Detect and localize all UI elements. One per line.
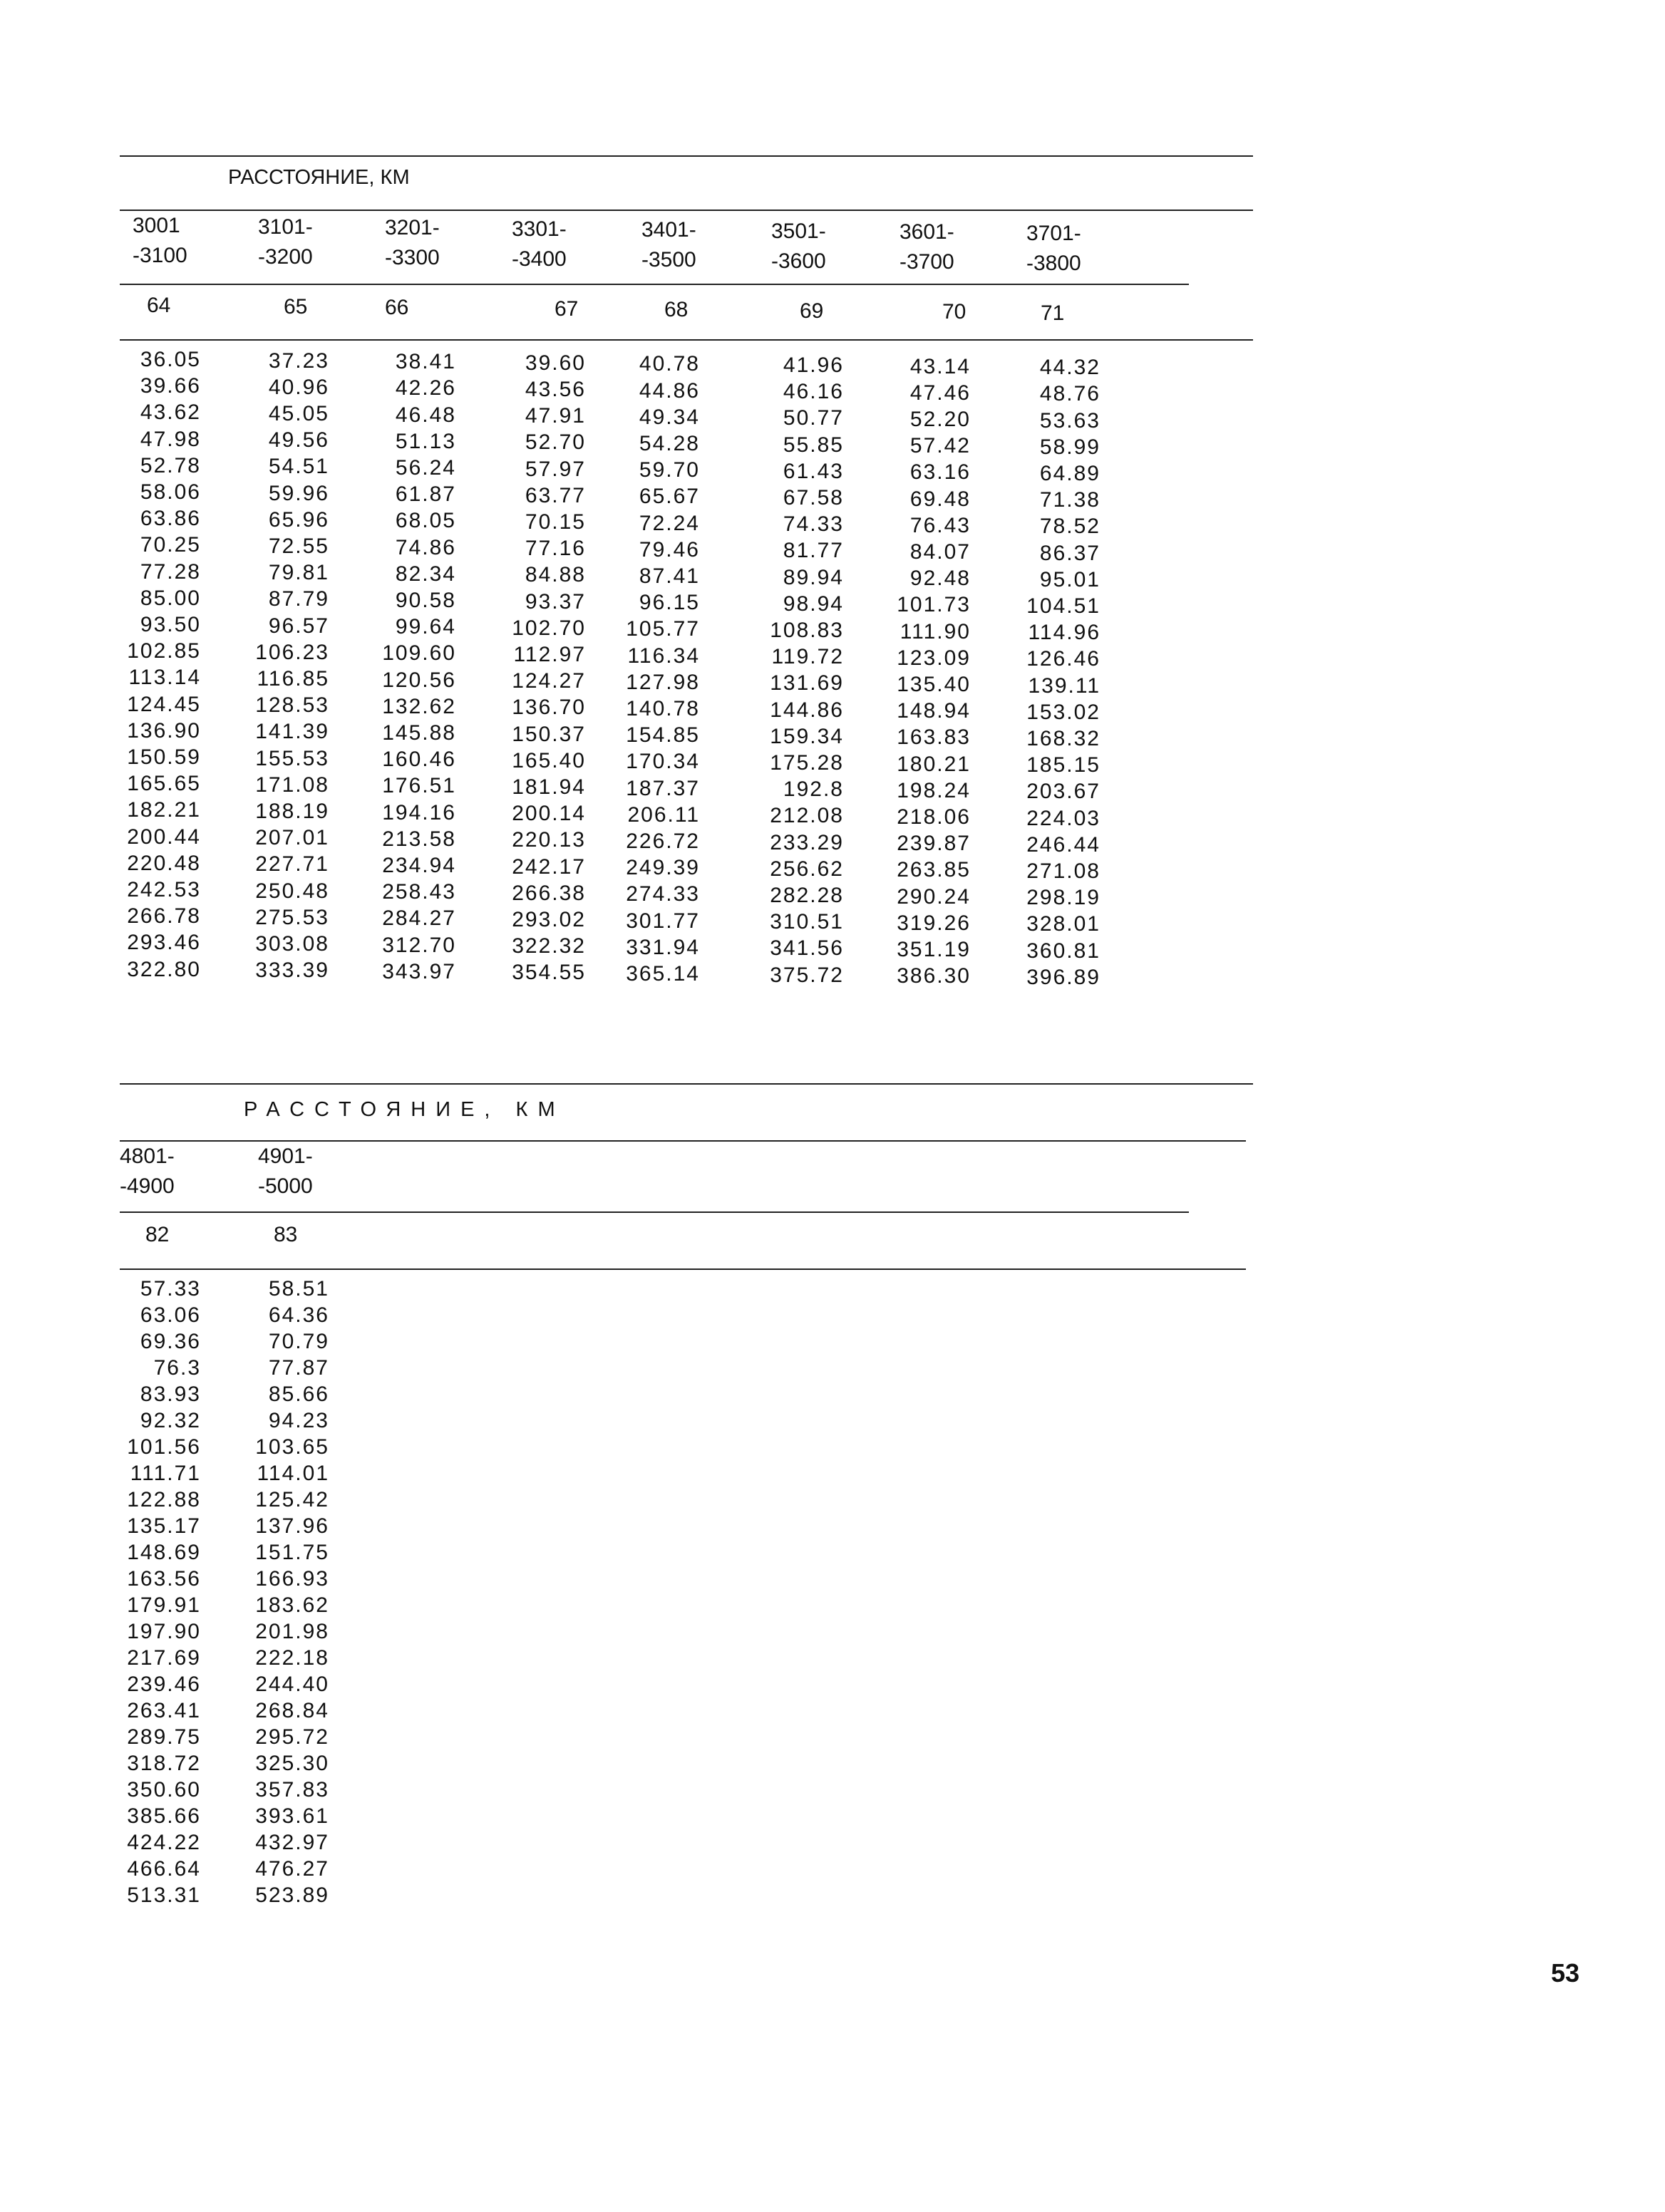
table-cell: 523.89 (255, 1883, 329, 1907)
table-cell: 432.97 (255, 1831, 329, 1854)
table-cell: 54.51 (268, 455, 329, 479)
table-cell: 109.60 (382, 641, 456, 666)
table-cell: 207.01 (255, 826, 329, 850)
table-cell: 37.23 (268, 348, 329, 373)
table-cell: 70.25 (140, 533, 201, 557)
table-cell: 70.15 (525, 510, 586, 534)
table-cell: 136.70 (512, 696, 586, 720)
table-cell: 137.96 (255, 1514, 329, 1538)
table-cell: 354.55 (512, 961, 586, 985)
table-cell: 120.56 (382, 668, 456, 692)
table-cell: 92.32 (140, 1409, 201, 1432)
table-cell: 318.72 (127, 1752, 201, 1775)
table-cell: 310.51 (770, 910, 844, 934)
table-cell: 226.72 (626, 830, 700, 853)
table-cell: 154.85 (626, 723, 700, 748)
table-cell: 293.02 (512, 908, 586, 931)
table-cell: 44.86 (639, 378, 700, 403)
page-number: 53 (1551, 1958, 1580, 1988)
table-cell: 201.98 (255, 1620, 329, 1643)
table-cell: 163.83 (897, 725, 971, 750)
table1-num-rule (120, 339, 1253, 341)
table-cell: 77.28 (140, 559, 201, 584)
table-cell: 108.83 (770, 619, 844, 642)
table-cell: 200.44 (127, 825, 201, 849)
table-cell: 145.88 (382, 721, 456, 745)
table-cell: 63.06 (140, 1303, 201, 1327)
table-cell: 268.84 (255, 1699, 329, 1722)
table-cell: 40.78 (639, 352, 700, 376)
table-cell: 301.77 (626, 909, 700, 933)
table-cell: 63.16 (909, 460, 971, 485)
table-cell: 102.70 (512, 616, 586, 640)
table-cell: 83.93 (140, 1382, 201, 1406)
table-cell: 47.46 (909, 381, 971, 405)
table-cell: 85.00 (140, 586, 201, 610)
table-cell: 87.41 (639, 564, 700, 588)
table-cell: 44.32 (1039, 356, 1100, 380)
table-cell: 150.59 (127, 745, 201, 769)
table-cell: 87.79 (268, 587, 329, 611)
table-cell: 113.14 (128, 666, 201, 690)
table-cell: 466.64 (127, 1857, 201, 1881)
table-cell: 65.67 (639, 485, 700, 509)
table-cell: 131.69 (770, 671, 844, 696)
range-line: -3400 (512, 247, 567, 271)
table-cell: 58.99 (1039, 435, 1100, 459)
table-cell: 233.29 (770, 830, 844, 854)
table-cell: 39.66 (140, 374, 201, 398)
range-line: 3001 (133, 214, 180, 237)
range-line: 3101- (258, 215, 313, 239)
table-cell: 139.11 (1028, 673, 1100, 698)
table-cell: 105.77 (626, 617, 700, 641)
table-cell: 218.06 (897, 805, 971, 829)
table-cell: 244.40 (255, 1673, 329, 1696)
table1-range-rule (120, 284, 1189, 285)
column-number: 69 (800, 299, 824, 323)
table-cell: 98.94 (783, 591, 844, 616)
table-cell: 46.16 (783, 380, 844, 404)
table-cell: 333.39 (255, 958, 329, 983)
table-cell: 58.51 (268, 1277, 329, 1301)
table-cell: 222.18 (255, 1646, 329, 1670)
table2-heading: РАССТОЯНИЕ, КМ (244, 1098, 565, 1121)
table-cell: 38.41 (395, 350, 456, 374)
table-cell: 185.15 (1026, 753, 1100, 777)
table-cell: 48.76 (1039, 382, 1100, 406)
table-cell: 56.24 (395, 456, 456, 480)
table-cell: 271.08 (1026, 859, 1100, 883)
table-cell: 36.05 (140, 348, 201, 371)
table-cell: 192.8 (783, 777, 844, 802)
table-cell: 239.87 (897, 832, 971, 856)
table-cell: 182.21 (127, 798, 201, 822)
table-cell: 49.34 (639, 405, 700, 429)
table-cell: 112.97 (513, 643, 586, 666)
table-cell: 104.51 (1026, 594, 1100, 618)
table-cell: 63.86 (140, 507, 201, 531)
table-cell: 93.50 (140, 613, 201, 636)
table-cell: 43.56 (525, 378, 586, 401)
table-cell: 250.48 (255, 879, 329, 903)
table-cell: 57.42 (909, 434, 971, 458)
table-cell: 375.72 (770, 963, 844, 987)
table-cell: 176.51 (382, 774, 456, 798)
table-cell: 39.60 (525, 351, 586, 375)
table-cell: 77.16 (525, 537, 586, 561)
table-cell: 90.58 (395, 589, 456, 612)
table-cell: 124.45 (127, 692, 201, 716)
table-cell: 290.24 (897, 884, 971, 909)
table-cell: 295.72 (255, 1725, 329, 1749)
table-cell: 212.08 (770, 804, 844, 828)
table-cell: 122.88 (127, 1488, 201, 1511)
table1-heading: РАССТОЯНИЕ, КМ (228, 166, 410, 189)
table-cell: 163.56 (127, 1567, 201, 1591)
table1-heading-rule (120, 210, 1253, 211)
table-cell: 45.05 (268, 402, 329, 425)
table-cell: 70.79 (268, 1330, 329, 1353)
table-cell: 99.64 (395, 615, 456, 639)
table-cell: 258.43 (382, 880, 456, 904)
table-cell: 220.48 (127, 851, 201, 875)
table-cell: 119.72 (771, 645, 844, 669)
range-line: -3200 (258, 244, 313, 269)
table-cell: 71.38 (1039, 488, 1100, 512)
table-cell: 96.57 (268, 614, 329, 638)
table-cell: 63.77 (525, 483, 586, 507)
table-cell: 200.14 (512, 802, 586, 826)
column-number: 68 (664, 298, 689, 321)
column-number: 65 (284, 294, 308, 319)
table-cell: 72.55 (268, 534, 329, 558)
table-cell: 341.56 (770, 936, 844, 961)
table-cell: 111.90 (899, 619, 971, 644)
column-number: 70 (942, 300, 966, 324)
table-cell: 57.33 (140, 1277, 201, 1301)
table-cell: 227.71 (255, 852, 329, 877)
table2-top-rule (120, 1083, 1253, 1085)
table-cell: 52.20 (909, 408, 971, 431)
table-cell: 385.66 (127, 1804, 201, 1828)
table-cell: 168.32 (1026, 727, 1100, 750)
range-line: 3501- (771, 219, 826, 243)
range-line: -3100 (133, 244, 187, 267)
table-cell: 52.70 (525, 430, 586, 455)
table-cell: 102.85 (127, 639, 201, 663)
table-cell: 77.87 (268, 1356, 329, 1380)
table-cell: 92.48 (909, 567, 971, 591)
table2-num-rule (120, 1268, 1246, 1270)
table-cell: 42.26 (395, 376, 456, 400)
table-cell: 76.3 (153, 1356, 201, 1380)
table-cell: 263.85 (897, 858, 971, 882)
table-cell: 51.13 (395, 429, 456, 453)
table-cell: 298.19 (1026, 886, 1100, 910)
table-cell: 68.05 (395, 509, 456, 533)
table-cell: 171.08 (255, 772, 329, 797)
table-cell: 67.58 (783, 486, 844, 510)
range-line: -3800 (1026, 251, 1081, 275)
table-cell: 322.32 (512, 934, 586, 958)
table-cell: 322.80 (127, 957, 201, 981)
table-cell: 132.62 (382, 694, 456, 718)
table-cell: 424.22 (127, 1831, 201, 1854)
table-cell: 135.40 (897, 673, 971, 696)
range-line: -4900 (120, 1174, 175, 1198)
table2-heading-rule (120, 1140, 1246, 1142)
table-cell: 79.81 (268, 561, 329, 585)
table-cell: 47.91 (525, 404, 586, 428)
column-number: 82 (145, 1223, 170, 1246)
table-cell: 179.91 (127, 1593, 201, 1617)
table-cell: 393.61 (255, 1804, 329, 1828)
table-cell: 43.62 (140, 400, 201, 425)
table-cell: 319.26 (897, 911, 971, 935)
table-cell: 357.83 (255, 1778, 329, 1802)
table-cell: 150.37 (512, 722, 586, 746)
table-cell: 106.23 (255, 640, 329, 664)
table-cell: 86.37 (1039, 541, 1100, 565)
table-cell: 84.88 (525, 563, 586, 587)
column-number: 83 (274, 1223, 298, 1246)
table-cell: 127.98 (626, 670, 700, 694)
column-number: 67 (555, 296, 579, 321)
table-cell: 125.42 (255, 1488, 329, 1511)
table-cell: 181.94 (512, 775, 586, 799)
range-line: -5000 (258, 1174, 313, 1198)
table-cell: 96.15 (639, 591, 700, 615)
table-cell: 160.46 (382, 748, 456, 772)
table-cell: 79.46 (639, 537, 700, 562)
table-cell: 170.34 (626, 750, 700, 774)
table-cell: 53.63 (1039, 408, 1100, 433)
table-cell: 50.77 (783, 406, 844, 430)
table-cell: 141.39 (255, 720, 329, 744)
table-cell: 275.53 (255, 905, 329, 929)
table-cell: 84.07 (909, 540, 971, 564)
table-cell: 47.98 (140, 427, 201, 451)
range-line: 4801- (120, 1144, 175, 1168)
table-cell: 85.66 (268, 1382, 329, 1406)
table-cell: 198.24 (897, 778, 971, 802)
table-cell: 64.36 (268, 1303, 329, 1327)
table-cell: 65.96 (268, 507, 329, 532)
table-cell: 166.93 (255, 1567, 329, 1591)
table-cell: 76.43 (909, 513, 971, 537)
table-cell: 46.48 (395, 403, 456, 427)
table-cell: 153.02 (1026, 700, 1100, 724)
table-cell: 220.13 (512, 828, 586, 852)
table-cell: 249.39 (626, 856, 700, 880)
table-cell: 54.28 (639, 432, 700, 455)
table-cell: 148.69 (127, 1541, 201, 1564)
table-cell: 284.27 (382, 906, 456, 931)
column-number: 66 (385, 296, 409, 319)
table-cell: 59.96 (268, 481, 329, 505)
table-cell: 58.06 (140, 480, 201, 504)
table-cell: 59.70 (639, 458, 700, 482)
table-cell: 246.44 (1026, 832, 1100, 857)
table-cell: 350.60 (127, 1778, 201, 1802)
table-cell: 197.90 (127, 1620, 201, 1643)
table-cell: 103.65 (255, 1435, 329, 1459)
column-number: 64 (147, 294, 171, 317)
range-line: 3401- (641, 218, 696, 242)
table-cell: 242.17 (512, 854, 586, 879)
table-cell: 114.96 (1028, 621, 1100, 645)
range-line: 3601- (899, 220, 954, 244)
table-cell: 194.16 (382, 800, 456, 825)
range-line: 4901- (258, 1144, 313, 1168)
table-cell: 111.71 (130, 1462, 201, 1485)
range-line: -3700 (899, 250, 954, 274)
table-cell: 266.38 (512, 881, 586, 905)
table-cell: 151.75 (255, 1541, 329, 1564)
table-cell: 55.85 (783, 433, 844, 457)
table-cell: 148.94 (897, 699, 971, 723)
table-cell: 188.19 (255, 800, 329, 823)
table-cell: 266.78 (127, 904, 201, 929)
table-cell: 476.27 (255, 1857, 329, 1881)
table-cell: 61.87 (395, 482, 456, 507)
range-line: 3201- (385, 216, 440, 239)
table-cell: 61.43 (783, 459, 844, 483)
table-cell: 293.46 (127, 931, 201, 955)
table-cell: 95.01 (1039, 567, 1100, 591)
table-cell: 365.14 (626, 962, 700, 986)
table-cell: 325.30 (255, 1752, 329, 1775)
table-cell: 183.62 (255, 1593, 329, 1617)
table-cell: 360.81 (1026, 939, 1100, 963)
table-cell: 351.19 (897, 938, 971, 961)
table-cell: 274.33 (626, 882, 700, 906)
table-cell: 41.96 (783, 353, 844, 377)
table-cell: 93.37 (525, 589, 586, 614)
table-cell: 206.11 (627, 802, 700, 827)
table-cell: 175.28 (770, 751, 844, 775)
table-cell: 94.23 (268, 1409, 329, 1432)
table-cell: 82.34 (395, 562, 456, 586)
table-cell: 136.90 (127, 718, 201, 743)
table-cell: 180.21 (897, 752, 971, 776)
table-cell: 155.53 (255, 746, 329, 770)
table-cell: 74.86 (395, 535, 456, 559)
table-cell: 64.89 (1039, 462, 1100, 485)
table-cell: 144.86 (770, 698, 844, 722)
table-cell: 114.01 (257, 1462, 329, 1485)
table-cell: 303.08 (255, 932, 329, 956)
table-cell: 213.58 (382, 827, 456, 851)
table-cell: 289.75 (127, 1725, 201, 1749)
table-cell: 396.89 (1026, 965, 1100, 989)
table2-range-rule (120, 1211, 1189, 1213)
table-cell: 116.34 (627, 644, 700, 668)
table-cell: 116.85 (257, 667, 329, 691)
column-number: 71 (1041, 301, 1065, 325)
range-line: -3300 (385, 246, 440, 269)
table-cell: 328.01 (1026, 912, 1100, 936)
table-cell: 513.31 (127, 1883, 201, 1907)
table-cell: 217.69 (127, 1646, 201, 1670)
table-cell: 124.27 (512, 669, 586, 693)
range-line: 3301- (512, 217, 567, 241)
table-cell: 234.94 (382, 854, 456, 877)
table-cell: 282.28 (770, 884, 844, 907)
table-cell: 72.24 (639, 511, 700, 535)
range-line: 3701- (1026, 221, 1081, 245)
table1-top-rule (120, 155, 1253, 157)
table-cell: 312.70 (382, 933, 456, 957)
table-cell: 135.17 (127, 1514, 201, 1538)
table-cell: 224.03 (1026, 806, 1100, 830)
table-cell: 242.53 (127, 878, 201, 901)
table-cell: 69.36 (140, 1330, 201, 1353)
table-cell: 386.30 (897, 964, 971, 988)
table-cell: 101.73 (897, 593, 971, 617)
table-cell: 78.52 (1039, 515, 1100, 539)
table-cell: 343.97 (382, 959, 456, 983)
table-cell: 81.77 (783, 539, 844, 563)
table-cell: 128.53 (255, 693, 329, 718)
table-cell: 331.94 (626, 935, 700, 959)
table-cell: 187.37 (626, 776, 700, 800)
table-cell: 239.46 (127, 1673, 201, 1696)
table-cell: 165.40 (512, 748, 586, 772)
table-cell: 263.41 (127, 1699, 201, 1722)
table-cell: 52.78 (140, 453, 201, 477)
table-cell: 123.09 (897, 646, 971, 670)
table-cell: 140.78 (626, 697, 700, 720)
table-cell: 57.97 (525, 457, 586, 481)
table-cell: 101.56 (127, 1435, 201, 1459)
table-cell: 126.46 (1026, 647, 1100, 671)
table-cell: 159.34 (770, 724, 844, 748)
range-line: -3600 (771, 249, 826, 273)
table-cell: 256.62 (770, 857, 844, 881)
table-cell: 43.14 (909, 354, 971, 378)
table-cell: 49.56 (268, 428, 329, 453)
table-cell: 165.65 (127, 772, 201, 796)
table-cell: 203.67 (1026, 780, 1100, 804)
table-cell: 74.33 (783, 512, 844, 537)
range-line: -3500 (641, 248, 696, 272)
table-cell: 69.48 (909, 487, 971, 511)
table-cell: 40.96 (268, 375, 329, 399)
table-cell: 89.94 (783, 565, 844, 589)
